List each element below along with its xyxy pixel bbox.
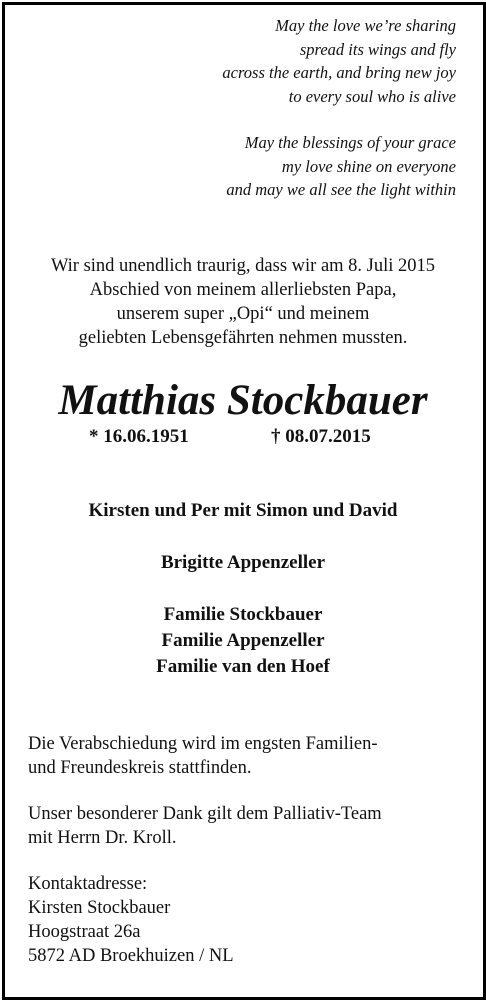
poem-line: May the blessings of your grace bbox=[244, 133, 456, 152]
intro-line: Wir sind unendlich traurig, dass wir am 8. Juli 2015 bbox=[50, 256, 436, 276]
notes bbox=[28, 732, 382, 968]
note-line: Unser besonderer Dank gilt dem Palliativ-Team bbox=[28, 804, 382, 824]
poem-line: my love shine on everyone bbox=[281, 156, 456, 176]
mourners-list bbox=[0, 498, 486, 680]
contact-address bbox=[28, 872, 382, 968]
mourner-line: Brigitte Appenzeller bbox=[160, 552, 326, 573]
intro-line: unserem super „Opi“ und meinem bbox=[116, 304, 370, 324]
mourner-group bbox=[0, 602, 486, 680]
contact-line: Kontaktadresse: bbox=[28, 874, 148, 894]
contact-line: 5872 AD Broekhuizen / NL bbox=[28, 946, 234, 966]
poem-line: across the earth, and bring new joy bbox=[222, 63, 456, 82]
note-line: und Freundeskreis stattfinden. bbox=[28, 758, 252, 778]
contact-line: Hoogstraat 26a bbox=[28, 922, 141, 942]
contact-line: Kirsten Stockbauer bbox=[28, 898, 171, 918]
poem-line: to every soul who is alive bbox=[288, 86, 456, 106]
mourner-line: Familie Appenzeller bbox=[161, 630, 325, 651]
intro-text bbox=[0, 254, 486, 350]
poem-line: May the love we’re sharing bbox=[275, 16, 456, 35]
death-date: † 08.07.2015 bbox=[271, 426, 371, 447]
deceased-name: Matthias Stockbauer bbox=[58, 377, 428, 424]
mourner-line: Familie van den Hoef bbox=[156, 656, 330, 677]
intro-line: Abschied von meinem allerliebsten Papa, bbox=[89, 280, 397, 300]
poem-stanza bbox=[222, 131, 456, 202]
mourner-group bbox=[0, 498, 486, 524]
thanks-note bbox=[28, 802, 382, 850]
poem bbox=[222, 14, 456, 202]
intro-line: geliebten Lebensgefährten nehmen mussten. bbox=[78, 328, 408, 348]
birth-date: * 16.06.1951 bbox=[89, 426, 189, 447]
note-line: Die Verabschiedung wird im engsten Familien- bbox=[28, 734, 378, 754]
poem-line: spread its wings and fly bbox=[299, 39, 456, 59]
poem-line: and may we all see the light within bbox=[226, 180, 456, 199]
mourner-line: Familie Stockbauer bbox=[163, 604, 323, 625]
mourner-line: Kirsten und Per mit Simon und David bbox=[88, 500, 398, 521]
poem-stanza bbox=[222, 14, 456, 108]
farewell-note bbox=[28, 732, 382, 780]
note-line: mit Herrn Dr. Kroll. bbox=[28, 828, 177, 848]
mourner-group bbox=[0, 550, 486, 576]
